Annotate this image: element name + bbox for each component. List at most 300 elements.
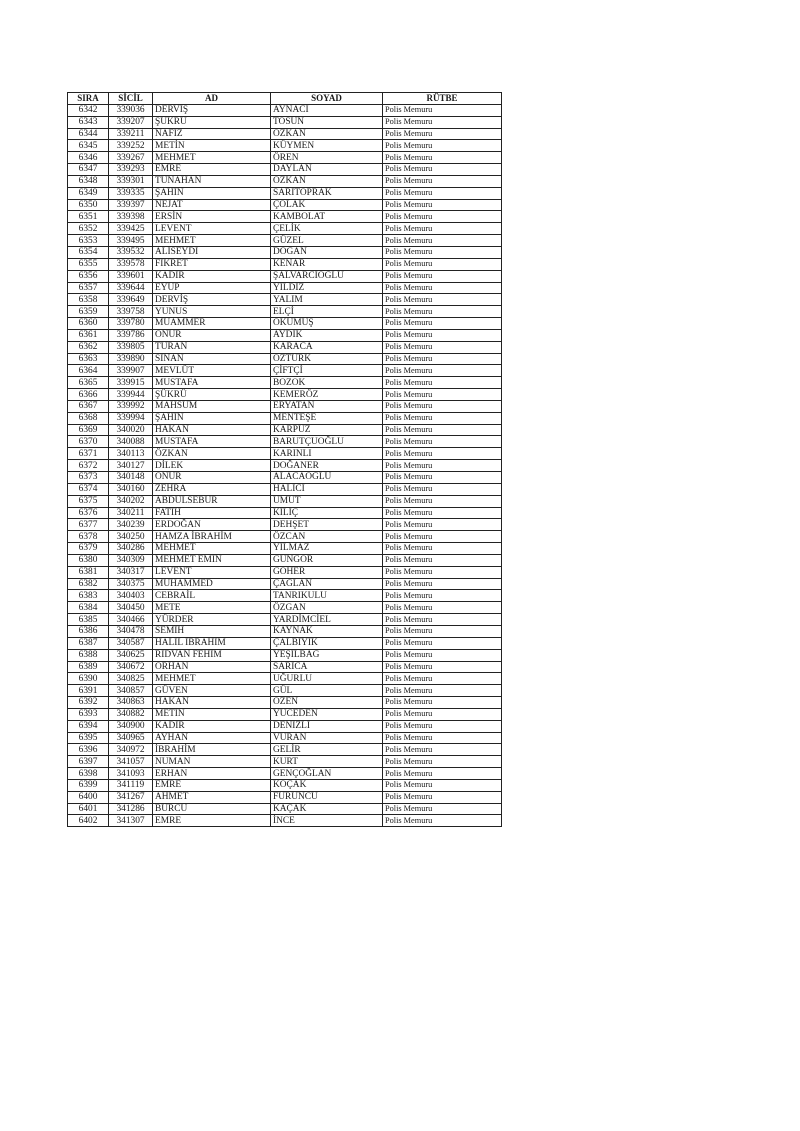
table-row <box>68 140 502 152</box>
last-name-cell: FURUNCU <box>271 791 383 803</box>
rank-cell: Polis Memuru <box>383 246 502 258</box>
sicil-cell: 340211 <box>109 507 153 519</box>
last-name-cell: AYDIK <box>271 329 383 341</box>
sicil-cell: 340478 <box>109 625 153 637</box>
sicil-cell: 339915 <box>109 377 153 389</box>
first-name-cell: HALİL İBRAHİM <box>153 637 271 649</box>
first-name-cell: ONUR <box>153 329 271 341</box>
table-row <box>68 412 502 424</box>
first-name-cell: EMRE <box>153 164 271 176</box>
first-name-cell: MUAMMER <box>153 318 271 330</box>
sicil-cell: 340239 <box>109 519 153 531</box>
sicil-cell: 340965 <box>109 732 153 744</box>
rank-cell: Polis Memuru <box>383 306 502 318</box>
table-row <box>68 400 502 412</box>
first-name-cell: ALİSEYDİ <box>153 246 271 258</box>
first-name-cell: LEVENT <box>153 566 271 578</box>
first-name-cell: NEJAT <box>153 199 271 211</box>
rank-cell: Polis Memuru <box>383 116 502 128</box>
last-name-cell: HALICI <box>271 483 383 495</box>
table-row <box>68 519 502 531</box>
sira-cell: 6342 <box>68 104 109 116</box>
first-name-cell: FATİH <box>153 507 271 519</box>
first-name-cell: HAMZA İBRAHİM <box>153 531 271 543</box>
sicil-cell: 340250 <box>109 531 153 543</box>
first-name-cell: MAHSUM <box>153 400 271 412</box>
table-row <box>68 720 502 732</box>
table-row <box>68 460 502 472</box>
table-row <box>68 578 502 590</box>
rank-cell: Polis Memuru <box>383 318 502 330</box>
table-row <box>68 365 502 377</box>
sicil-cell: 340375 <box>109 578 153 590</box>
sicil-cell: 339532 <box>109 246 153 258</box>
column-header-rutbe: RÜTBE <box>383 93 502 105</box>
sira-cell: 6393 <box>68 708 109 720</box>
sira-cell: 6353 <box>68 235 109 247</box>
table-row <box>68 377 502 389</box>
sicil-cell: 339252 <box>109 140 153 152</box>
rank-cell: Polis Memuru <box>383 377 502 389</box>
sicil-cell: 339907 <box>109 365 153 377</box>
sicil-cell: 340020 <box>109 424 153 436</box>
last-name-cell: YEŞİLBAĞ <box>271 649 383 661</box>
sicil-cell: 340403 <box>109 590 153 602</box>
table-row <box>68 175 502 187</box>
last-name-cell: YARDİMCİEL <box>271 614 383 626</box>
sira-cell: 6398 <box>68 768 109 780</box>
table-row <box>68 531 502 543</box>
sira-cell: 6375 <box>68 495 109 507</box>
table-row <box>68 424 502 436</box>
table-row <box>68 495 502 507</box>
sicil-cell: 340450 <box>109 602 153 614</box>
sicil-cell: 340863 <box>109 697 153 709</box>
first-name-cell: MEHMET <box>153 673 271 685</box>
last-name-cell: ÇAĞLAN <box>271 578 383 590</box>
first-name-cell: MEHMET <box>153 152 271 164</box>
table-row <box>68 223 502 235</box>
rank-cell: Polis Memuru <box>383 708 502 720</box>
rank-cell: Polis Memuru <box>383 400 502 412</box>
sicil-cell: 339207 <box>109 116 153 128</box>
sira-cell: 6402 <box>68 815 109 827</box>
sicil-cell: 341119 <box>109 779 153 791</box>
last-name-cell: KAÇAK <box>271 803 383 815</box>
table-row <box>68 779 502 791</box>
sicil-cell: 340882 <box>109 708 153 720</box>
first-name-cell: NUMAN <box>153 756 271 768</box>
sira-cell: 6383 <box>68 590 109 602</box>
last-name-cell: YILMAZ <box>271 543 383 555</box>
last-name-cell: AYNACI <box>271 104 383 116</box>
last-name-cell: KOÇAK <box>271 779 383 791</box>
sira-cell: 6387 <box>68 637 109 649</box>
last-name-cell: ŞALVARCIOĞLU <box>271 270 383 282</box>
sira-cell: 6362 <box>68 341 109 353</box>
rank-cell: Polis Memuru <box>383 661 502 673</box>
first-name-cell: ABDULSEBUR <box>153 495 271 507</box>
column-header-soyad: SOYAD <box>271 93 383 105</box>
sira-cell: 6351 <box>68 211 109 223</box>
rank-cell: Polis Memuru <box>383 329 502 341</box>
table-row <box>68 708 502 720</box>
sira-cell: 6397 <box>68 756 109 768</box>
table-row <box>68 673 502 685</box>
rank-cell: Polis Memuru <box>383 685 502 697</box>
table-row <box>68 294 502 306</box>
sicil-cell: 339644 <box>109 282 153 294</box>
sicil-cell: 339758 <box>109 306 153 318</box>
last-name-cell: GÜL <box>271 685 383 697</box>
rank-cell: Polis Memuru <box>383 152 502 164</box>
table-row <box>68 637 502 649</box>
sicil-cell: 340317 <box>109 566 153 578</box>
first-name-cell: AHMET <box>153 791 271 803</box>
sicil-cell: 341093 <box>109 768 153 780</box>
first-name-cell: MUSTAFA <box>153 377 271 389</box>
first-name-cell: ERDOĞAN <box>153 519 271 531</box>
first-name-cell: CEBRAİL <box>153 590 271 602</box>
sicil-cell: 339805 <box>109 341 153 353</box>
sira-cell: 6372 <box>68 460 109 472</box>
rank-cell: Polis Memuru <box>383 614 502 626</box>
sicil-cell: 339992 <box>109 400 153 412</box>
table-row <box>68 697 502 709</box>
table-row <box>68 306 502 318</box>
sira-cell: 6396 <box>68 744 109 756</box>
table-row <box>68 732 502 744</box>
sira-cell: 6349 <box>68 187 109 199</box>
last-name-cell: KEMERÖZ <box>271 389 383 401</box>
rank-cell: Polis Memuru <box>383 756 502 768</box>
first-name-cell: ZEHRA <box>153 483 271 495</box>
last-name-cell: ÇALBIYIK <box>271 637 383 649</box>
sira-cell: 6395 <box>68 732 109 744</box>
first-name-cell: SEMİH <box>153 625 271 637</box>
first-name-cell: EYÜP <box>153 282 271 294</box>
sicil-cell: 340625 <box>109 649 153 661</box>
table-row <box>68 235 502 247</box>
sira-cell: 6354 <box>68 246 109 258</box>
rank-cell: Polis Memuru <box>383 697 502 709</box>
table-row <box>68 483 502 495</box>
rank-cell: Polis Memuru <box>383 554 502 566</box>
rank-cell: Polis Memuru <box>383 341 502 353</box>
rank-cell: Polis Memuru <box>383 590 502 602</box>
rank-cell: Polis Memuru <box>383 531 502 543</box>
sira-cell: 6399 <box>68 779 109 791</box>
table-row <box>68 270 502 282</box>
sira-cell: 6392 <box>68 697 109 709</box>
last-name-cell: GELİR <box>271 744 383 756</box>
table-row <box>68 258 502 270</box>
rank-cell: Polis Memuru <box>383 578 502 590</box>
first-name-cell: ŞAHİN <box>153 412 271 424</box>
sira-cell: 6381 <box>68 566 109 578</box>
sira-cell: 6382 <box>68 578 109 590</box>
sira-cell: 6346 <box>68 152 109 164</box>
rank-cell: Polis Memuru <box>383 815 502 827</box>
rank-cell: Polis Memuru <box>383 211 502 223</box>
table-row <box>68 815 502 827</box>
sicil-cell: 339780 <box>109 318 153 330</box>
last-name-cell: DOĞANER <box>271 460 383 472</box>
sicil-cell: 340088 <box>109 436 153 448</box>
first-name-cell: KADİR <box>153 270 271 282</box>
table-row <box>68 353 502 365</box>
rank-cell: Polis Memuru <box>383 732 502 744</box>
rank-cell: Polis Memuru <box>383 282 502 294</box>
sira-cell: 6377 <box>68 519 109 531</box>
last-name-cell: ALACAOĞLU <box>271 472 383 484</box>
rank-cell: Polis Memuru <box>383 258 502 270</box>
rank-cell: Polis Memuru <box>383 720 502 732</box>
first-name-cell: YÜRDER <box>153 614 271 626</box>
sira-cell: 6366 <box>68 389 109 401</box>
column-header-sira: SIRA <box>68 93 109 105</box>
rank-cell: Polis Memuru <box>383 744 502 756</box>
sicil-cell: 340466 <box>109 614 153 626</box>
sira-cell: 6390 <box>68 673 109 685</box>
sicil-cell: 339293 <box>109 164 153 176</box>
first-name-cell: EMRE <box>153 779 271 791</box>
rank-cell: Polis Memuru <box>383 483 502 495</box>
last-name-cell: ÖREN <box>271 152 383 164</box>
sira-cell: 6360 <box>68 318 109 330</box>
rank-cell: Polis Memuru <box>383 223 502 235</box>
table-row <box>68 389 502 401</box>
sira-cell: 6363 <box>68 353 109 365</box>
last-name-cell: GÜNGÖR <box>271 554 383 566</box>
first-name-cell: GÜVEN <box>153 685 271 697</box>
sira-cell: 6357 <box>68 282 109 294</box>
table-row <box>68 472 502 484</box>
last-name-cell: ELÇİ <box>271 306 383 318</box>
rank-cell: Polis Memuru <box>383 543 502 555</box>
sira-cell: 6394 <box>68 720 109 732</box>
first-name-cell: ŞAHİN <box>153 187 271 199</box>
sicil-cell: 339649 <box>109 294 153 306</box>
sira-cell: 6389 <box>68 661 109 673</box>
last-name-cell: KAMBOLAT <box>271 211 383 223</box>
rank-cell: Polis Memuru <box>383 424 502 436</box>
sira-cell: 6368 <box>68 412 109 424</box>
table-header-row <box>68 93 502 105</box>
sira-cell: 6385 <box>68 614 109 626</box>
sira-cell: 6373 <box>68 472 109 484</box>
last-name-cell: YÜCEDEN <box>271 708 383 720</box>
sira-cell: 6378 <box>68 531 109 543</box>
last-name-cell: BOZOK <box>271 377 383 389</box>
sira-cell: 6343 <box>68 116 109 128</box>
rank-cell: Polis Memuru <box>383 389 502 401</box>
sicil-cell: 340127 <box>109 460 153 472</box>
sicil-cell: 341307 <box>109 815 153 827</box>
first-name-cell: YUNUS <box>153 306 271 318</box>
table-row <box>68 768 502 780</box>
first-name-cell: METİN <box>153 140 271 152</box>
table-row <box>68 329 502 341</box>
table-row <box>68 566 502 578</box>
sicil-cell: 339425 <box>109 223 153 235</box>
last-name-cell: SARITOPRAK <box>271 187 383 199</box>
sicil-cell: 339890 <box>109 353 153 365</box>
rank-cell: Polis Memuru <box>383 164 502 176</box>
rank-cell: Polis Memuru <box>383 270 502 282</box>
table-row <box>68 803 502 815</box>
last-name-cell: DEHŞET <box>271 519 383 531</box>
sicil-cell: 340113 <box>109 448 153 460</box>
last-name-cell: DAYLAN <box>271 164 383 176</box>
table-row <box>68 614 502 626</box>
sira-cell: 6400 <box>68 791 109 803</box>
sira-cell: 6344 <box>68 128 109 140</box>
table-row <box>68 128 502 140</box>
first-name-cell: DERVİŞ <box>153 104 271 116</box>
last-name-cell: GÜZEL <box>271 235 383 247</box>
rank-cell: Polis Memuru <box>383 602 502 614</box>
rank-cell: Polis Memuru <box>383 649 502 661</box>
last-name-cell: KURT <box>271 756 383 768</box>
first-name-cell: BURCU <box>153 803 271 815</box>
last-name-cell: ÖZEN <box>271 697 383 709</box>
table-row <box>68 625 502 637</box>
sira-cell: 6388 <box>68 649 109 661</box>
table-row <box>68 341 502 353</box>
sira-cell: 6355 <box>68 258 109 270</box>
last-name-cell: UĞURLU <box>271 673 383 685</box>
first-name-cell: NAFİZ <box>153 128 271 140</box>
sira-cell: 6350 <box>68 199 109 211</box>
table-row <box>68 187 502 199</box>
table-row <box>68 199 502 211</box>
rank-cell: Polis Memuru <box>383 294 502 306</box>
sicil-cell: 340857 <box>109 685 153 697</box>
sicil-cell: 340309 <box>109 554 153 566</box>
table-row <box>68 649 502 661</box>
first-name-cell: LEVENT <box>153 223 271 235</box>
first-name-cell: SİNAN <box>153 353 271 365</box>
sicil-cell: 340148 <box>109 472 153 484</box>
sira-cell: 6384 <box>68 602 109 614</box>
sira-cell: 6401 <box>68 803 109 815</box>
first-name-cell: İBRAHİM <box>153 744 271 756</box>
sicil-cell: 340587 <box>109 637 153 649</box>
last-name-cell: TOSUN <box>271 116 383 128</box>
sicil-cell: 341286 <box>109 803 153 815</box>
rank-cell: Polis Memuru <box>383 104 502 116</box>
first-name-cell: EMRE <box>153 815 271 827</box>
rank-cell: Polis Memuru <box>383 460 502 472</box>
table-row <box>68 507 502 519</box>
first-name-cell: DERVİŞ <box>153 294 271 306</box>
first-name-cell: TURAN <box>153 341 271 353</box>
first-name-cell: DİLEK <box>153 460 271 472</box>
sicil-cell: 339398 <box>109 211 153 223</box>
personnel-table <box>67 92 502 827</box>
rank-cell: Polis Memuru <box>383 673 502 685</box>
rank-cell: Polis Memuru <box>383 625 502 637</box>
last-name-cell: TANRIKULU <box>271 590 383 602</box>
first-name-cell: METİN <box>153 708 271 720</box>
first-name-cell: MEHMET <box>153 235 271 247</box>
table-row <box>68 791 502 803</box>
sira-cell: 6376 <box>68 507 109 519</box>
first-name-cell: ERSİN <box>153 211 271 223</box>
rank-cell: Polis Memuru <box>383 779 502 791</box>
rank-cell: Polis Memuru <box>383 353 502 365</box>
rank-cell: Polis Memuru <box>383 566 502 578</box>
first-name-cell: MEVLÜT <box>153 365 271 377</box>
sicil-cell: 340825 <box>109 673 153 685</box>
table-row <box>68 164 502 176</box>
last-name-cell: ÖZKAN <box>271 128 383 140</box>
first-name-cell: ERHAN <box>153 768 271 780</box>
rank-cell: Polis Memuru <box>383 235 502 247</box>
column-header-ad: AD <box>153 93 271 105</box>
first-name-cell: FİKRET <box>153 258 271 270</box>
table-row <box>68 554 502 566</box>
sicil-cell: 339786 <box>109 329 153 341</box>
table-row <box>68 602 502 614</box>
sicil-cell: 339944 <box>109 389 153 401</box>
sicil-cell: 340202 <box>109 495 153 507</box>
sira-cell: 6356 <box>68 270 109 282</box>
first-name-cell: ŞÜKRÜ <box>153 389 271 401</box>
sira-cell: 6365 <box>68 377 109 389</box>
sicil-cell: 339994 <box>109 412 153 424</box>
last-name-cell: KARPUZ <box>271 424 383 436</box>
sicil-cell: 340160 <box>109 483 153 495</box>
sicil-cell: 339397 <box>109 199 153 211</box>
sicil-cell: 339495 <box>109 235 153 247</box>
sicil-cell: 339601 <box>109 270 153 282</box>
rank-cell: Polis Memuru <box>383 140 502 152</box>
sira-cell: 6367 <box>68 400 109 412</box>
last-name-cell: MENTEŞE <box>271 412 383 424</box>
table-row <box>68 661 502 673</box>
sicil-cell: 339335 <box>109 187 153 199</box>
last-name-cell: DOĞAN <box>271 246 383 258</box>
sira-cell: 6371 <box>68 448 109 460</box>
column-header-sicil: SİCİL <box>109 93 153 105</box>
first-name-cell: ÖZKAN <box>153 448 271 460</box>
rank-cell: Polis Memuru <box>383 519 502 531</box>
sira-cell: 6347 <box>68 164 109 176</box>
sira-cell: 6379 <box>68 543 109 555</box>
last-name-cell: ÇOLAK <box>271 199 383 211</box>
sicil-cell: 339578 <box>109 258 153 270</box>
rank-cell: Polis Memuru <box>383 803 502 815</box>
rank-cell: Polis Memuru <box>383 412 502 424</box>
sira-cell: 6345 <box>68 140 109 152</box>
first-name-cell: MEHMET EMİN <box>153 554 271 566</box>
table-row <box>68 744 502 756</box>
last-name-cell: YILDIZ <box>271 282 383 294</box>
last-name-cell: ÇELİK <box>271 223 383 235</box>
table-row <box>68 152 502 164</box>
sicil-cell: 340672 <box>109 661 153 673</box>
rank-cell: Polis Memuru <box>383 128 502 140</box>
last-name-cell: GÖHER <box>271 566 383 578</box>
rank-cell: Polis Memuru <box>383 495 502 507</box>
table-row <box>68 756 502 768</box>
table-row <box>68 436 502 448</box>
first-name-cell: MUSTAFA <box>153 436 271 448</box>
table-row <box>68 104 502 116</box>
rank-cell: Polis Memuru <box>383 637 502 649</box>
